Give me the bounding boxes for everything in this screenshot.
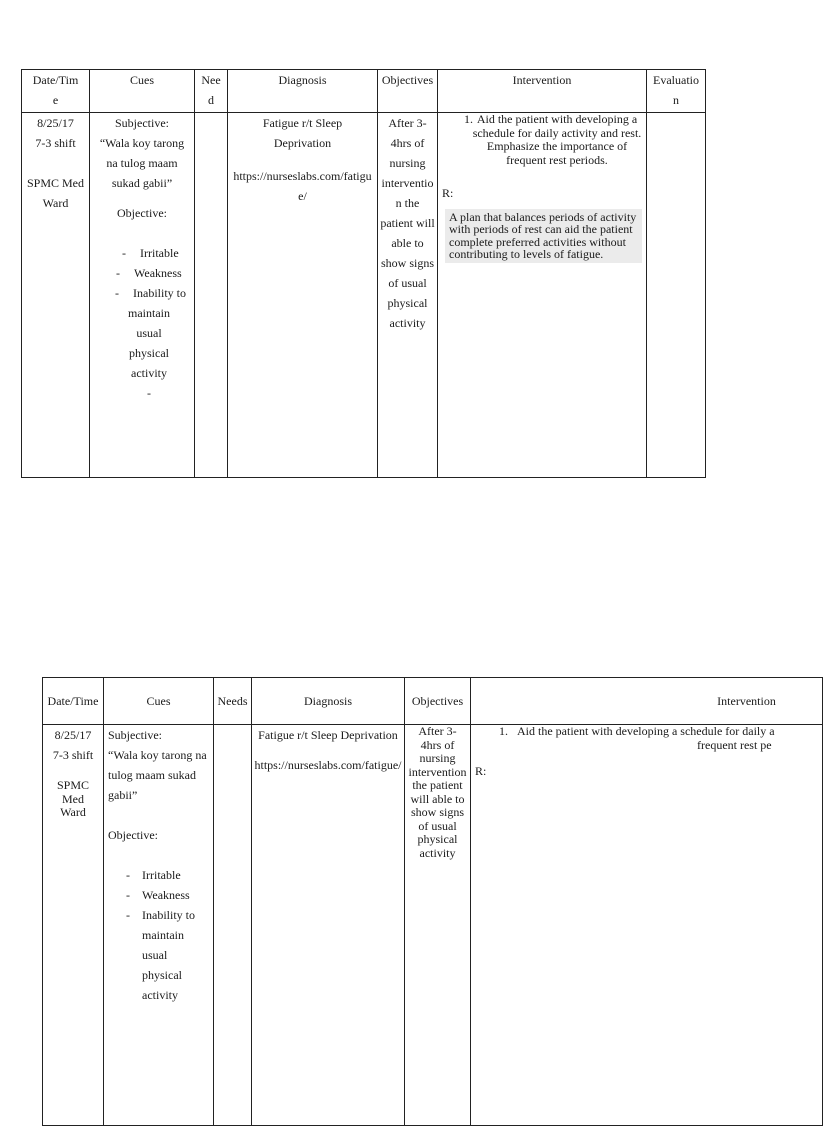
objective-label: Objective: [108, 828, 158, 842]
header-needs: Needs [214, 678, 252, 725]
shift-text: 7-3 shift [52, 748, 94, 762]
intervention-cell [471, 725, 823, 1126]
subjective-label: Subjective: [115, 116, 169, 130]
list-item: - Weakness [126, 888, 190, 902]
objectives-cell: After 3- 4hrs of nursing interventio n the patient will able to show signs of usual physical activity [378, 113, 438, 478]
rationale-label: R: [442, 186, 454, 200]
cues-cell [104, 725, 214, 1126]
diagnosis-text: Fatigue r/t Sleep Deprivation [258, 728, 398, 742]
reference-link[interactable]: https://nurseslabs.com/fatigue/ [254, 758, 402, 772]
header-need: Nee d [195, 70, 228, 113]
intervention-item: 1. Aid the patient with developing a schedule for daily a frequent rest pe [499, 724, 775, 752]
table-header-row [43, 678, 823, 725]
list-item: - Inability to [126, 908, 195, 922]
date-text: 8/25/17 [37, 116, 74, 130]
objective-continuation: maintain usual physical activity [142, 928, 184, 1002]
header-diagnosis: Diagnosis [252, 678, 405, 725]
objectives-cell: After 3- 4hrs of nursing intervention the patient will able to show signs of usual physical activity [405, 725, 471, 1126]
header-cues: Cues [104, 678, 214, 725]
list-item: - Irritable [126, 868, 181, 882]
rationale-label: R: [475, 764, 487, 778]
rationale-text: A plan that balances periods of activity with periods of rest can aid the patient complete preferred activities without contributing to levels of fatigue. [445, 209, 642, 263]
header-cues: Cues [90, 70, 195, 113]
objective-list [108, 865, 213, 925]
objective-continuation: maintain usual physical activity - [128, 306, 170, 400]
list-item: - Irritable [122, 246, 179, 260]
shift-text: 7-3 shift [35, 136, 76, 150]
ward-text: SPMC Med [26, 176, 85, 190]
header-evaluation: Evaluatio n [647, 70, 706, 113]
header-intervention: Intervention [471, 678, 823, 725]
date-text: 8/25/17 [54, 728, 92, 742]
needs-cell [214, 725, 252, 1126]
table-row [43, 725, 823, 1126]
diagnosis-text: Deprivation [273, 136, 332, 150]
ward-text: SPMC Med Ward [56, 778, 90, 819]
reference-link[interactable]: https://nurseslabs.com/fatigu [233, 169, 372, 183]
header-intervention: Intervention [438, 70, 647, 113]
list-item: - Weakness [116, 266, 182, 280]
subjective-label: Subjective: [108, 728, 162, 742]
header-date: Date/Time [43, 678, 104, 725]
ward-text: Ward [42, 196, 69, 210]
care-plan-table-2 [42, 677, 823, 1126]
reference-link[interactable]: e/ [298, 189, 307, 203]
header-objectives: Objectives [378, 70, 438, 113]
header-objectives: Objectives [405, 678, 471, 725]
subjective-quote: “Wala koy tarong na tulog maam sukad gabii” [99, 136, 185, 190]
subjective-quote: “Wala koy tarong na tulog maam sukad gabii” [108, 748, 207, 802]
diagnosis-text: Fatigue r/t Sleep [262, 116, 343, 130]
datetime-cell [43, 725, 104, 1126]
diagnosis-cell [252, 725, 405, 1126]
intervention-item: 1. Aid the patient with developing a schedule for daily activity and rest. Emphasize the importance of frequent rest periods. [464, 112, 642, 167]
header-date: Date/Tim e [22, 70, 90, 113]
header-diagnosis: Diagnosis [228, 70, 378, 113]
list-item: - Inability to [115, 286, 186, 300]
objective-label: Objective: [117, 206, 167, 220]
